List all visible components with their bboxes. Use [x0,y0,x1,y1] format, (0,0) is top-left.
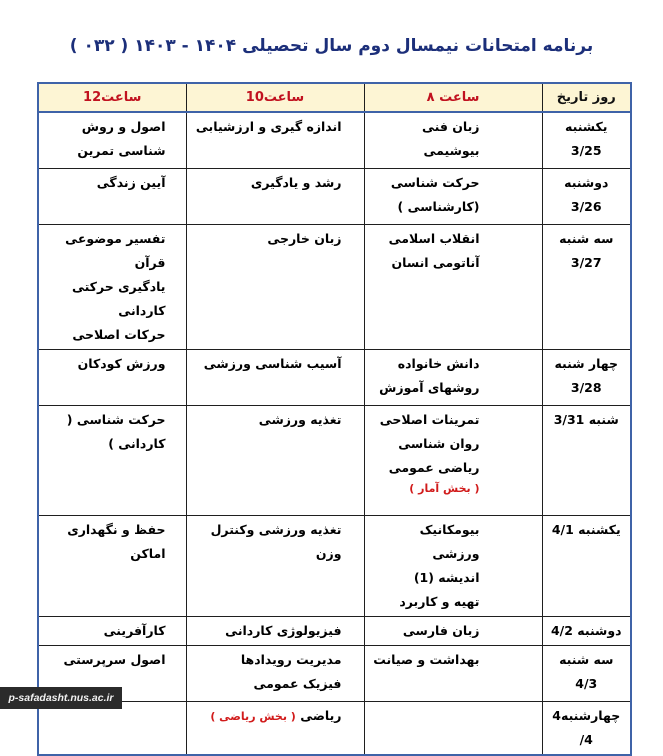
cell-line: روشهای آموزش [379,379,480,395]
cell-line: فیزیولوژی کاردانی [225,622,342,638]
cell-line: زبان فارسی [402,622,480,638]
cell-hour-10 [186,515,364,616]
cell-line: دوشنبه 3/26 [564,174,609,214]
cell-line: حرکت شناسی [390,174,480,190]
cell-line: اندازه گیری و ارزشیابی [195,119,342,134]
cell-line: ورزش کودکان [77,355,166,371]
cell-hour-8 [364,645,542,701]
cell-line: آسیب شناسی ورزشی [203,355,342,371]
cell-day-date [542,515,631,616]
cell-line: زبان خارجی [267,230,342,246]
cell-hour-8 [364,701,542,755]
cell-line: تمرینات اصلاحی [379,411,480,427]
cell-line: دوشنبه 4/2 [550,622,622,638]
table-row [38,112,631,168]
cell-line: بیوشیمی [423,143,480,158]
cell-line: رشد و یادگیری [250,174,342,190]
cell-hour-10 [186,168,364,224]
cell-line: تغذیه ورزشی [258,411,342,427]
exam-schedule-table [37,82,632,756]
cell-line: بیومکانیک ورزشی [419,521,480,561]
cell-hour-10 [186,645,364,701]
cell-line: تهیه و کاربرد [399,593,480,609]
table-row [38,168,631,224]
cell-hour-8 [364,515,542,616]
page-title: برنامه امتحانات نیمسال دوم سال تحصیلی ۱۴۰۴ - ۱۴۰۳ ( ۰۳۲ ) [69,36,594,56]
cell-line: فیزیک عمومی [253,675,342,691]
cell-day-date [542,645,631,701]
cell-hour-12 [38,112,186,168]
cell-hour-10 [186,616,364,645]
table-row [38,645,631,701]
header-day-date: روز تاریخ [542,83,631,112]
cell-day-date [542,701,631,755]
cell-hour-12 [38,701,186,755]
cell-line: انقلاب اسلامی [388,230,480,246]
cell-hour-10 [186,224,364,349]
table-row [38,616,631,645]
cell-hour-10 [186,405,364,515]
table-row [38,701,631,755]
cell-line: زبان فنی [421,119,480,134]
cell-line: کارآفرینی [103,622,166,638]
cell-line: چهارشنبه4/4 [552,707,621,747]
cell-day-date [542,616,631,645]
cell-line: آیین زندگی [96,174,166,190]
cell-line: 3/27 [570,254,602,270]
cell-line: یکشنبه 4/1 [551,521,621,537]
cell-hour-8 [364,168,542,224]
cell-line: شنبه 3/31 [553,411,619,427]
cell-line: بهداشت و صیانت [373,651,480,667]
cell-line: اصول و روش شناسی تمرین [77,119,166,158]
cell-line: تفسیر موضوعی قرآن [65,230,166,270]
cell-hour-8 [364,616,542,645]
cell-day-date [542,405,631,515]
cell-line: سه شنبه [559,230,614,246]
cell-hour-10 [186,701,364,755]
cell-line: ریاضی [300,707,342,723]
cell-hour-12 [38,616,186,645]
cell-line: یکشنبه 3/25 [565,119,608,158]
cell-line: مدیریت رویدادها [240,651,342,667]
cell-line: 3/28 [570,379,602,395]
cell-day-date [542,224,631,349]
cell-hour-8 [364,112,542,168]
cell-line: چهار شنبه [554,355,619,371]
cell-line: حفظ و نگهداری اماکن [67,521,166,561]
cell-hour-10 [186,112,364,168]
cell-hour-10 [186,349,364,405]
cell-line: دانش خانواده [397,355,480,371]
cell-line: اصول سرپرستی [63,651,166,667]
cell-day-date [542,168,631,224]
cell-hour-12 [38,224,186,349]
site-watermark: p-safadasht.nus.ac.ir [0,687,122,709]
section-note: ( بخش آمار ) [409,481,480,495]
cell-line: سه شنبه 4/3 [559,651,614,691]
table-row [38,349,631,405]
cell-line: یادگیری حرکتی کاردانی [71,278,166,318]
cell-hour-8 [364,224,542,349]
cell-hour-12 [38,405,186,515]
header-hour-12: ساعت12 [38,83,186,112]
cell-day-date [542,112,631,168]
cell-line: اندیشه (1) [413,569,480,585]
cell-line: ریاضی عمومی [388,459,480,475]
cell-hour-8 [364,349,542,405]
cell-line: روان شناسی [398,435,480,451]
section-note: ( بخش ریاضی ) [210,709,296,723]
cell-line: تغذیه ورزشی وکنترل وزن [210,521,342,561]
cell-hour-8 [364,405,542,515]
cell-line: (کارشناسی ) [397,198,480,214]
table-body [38,112,631,755]
cell-day-date [542,349,631,405]
table-row [38,405,631,515]
table-row [38,224,631,349]
cell-line: حرکت شناسی ( کاردانی ) [66,411,166,451]
cell-hour-12 [38,168,186,224]
cell-line: آناتومی انسان [391,254,480,270]
cell-line: حرکات اصلاحی [72,326,166,342]
cell-hour-12 [38,515,186,616]
header-hour-8: ساعت ۸ [364,83,542,112]
header-hour-10: ساعت10 [186,83,364,112]
table-row [38,515,631,616]
table-header-row [38,83,631,112]
cell-hour-12 [38,349,186,405]
